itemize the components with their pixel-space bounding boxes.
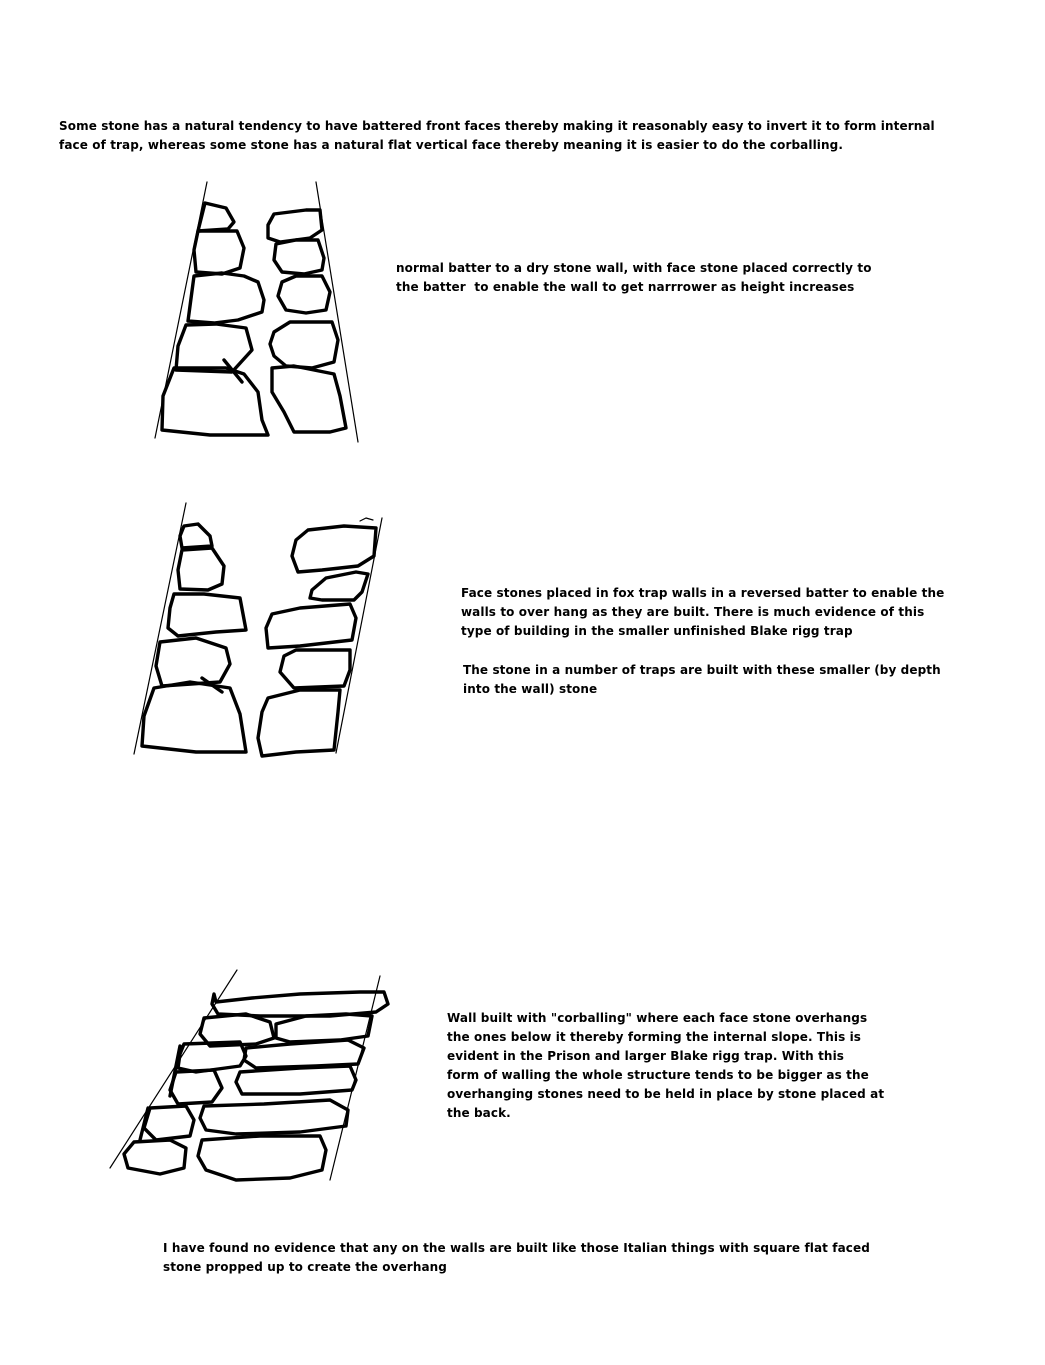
reversed-batter-caption-1: Face stones placed in fox trap walls in a reversed batter to enable the walls to over hang as they are built. There is much evidence of this type of building in the smaller unfinished Blake rigg trap xyxy=(461,586,945,638)
normal-batter-caption: normal batter to a dry stone wall, with face stone placed correctly to the batter to enable the wall to get narrrower as height increases xyxy=(396,261,872,294)
footer-note: I have found no evidence that any on the walls are built like those Italian things with square flat faced stone propped up to create the overhang xyxy=(163,1241,870,1274)
intro-text: Some stone has a natural tendency to have battered front faces thereby making it reasonably easy to invert it to form internal face of trap, whereas some stone has a natural flat vertical face thereby meaning it is easier to do the corballing. xyxy=(59,119,940,152)
corballing-caption: Wall built with "corballing" where each face stone overhangs the ones below it thereby forming the internal slope. This is evident in the Prison and larger Blake rigg trap. With this form of walling the whole structure tends to be bigger as the overhanging stones need to be held in place by stone placed at the back. xyxy=(447,1011,885,1120)
reversed-batter-caption-2: The stone in a number of traps are built with these smaller (by depth into the wall) stone xyxy=(463,663,941,696)
